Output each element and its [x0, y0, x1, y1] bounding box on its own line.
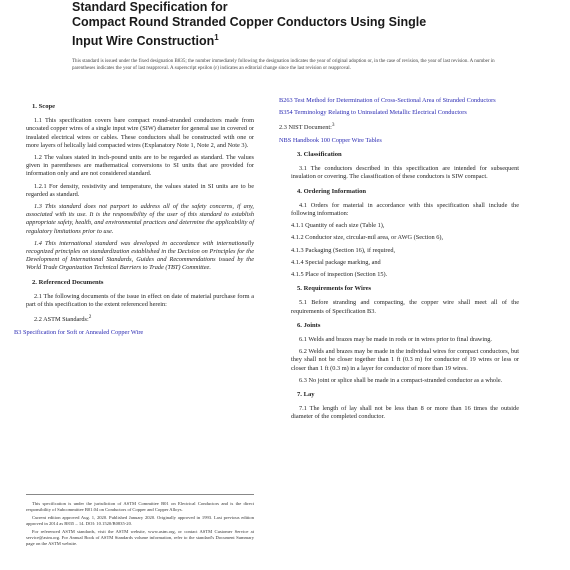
right-column: [279, 97, 519, 426]
section-heading-lay: 7. Lay: [297, 390, 315, 398]
paragraph-6-3: 6.3 No joint or splice shall be made in a compact-stranded conductor as a whole.: [299, 376, 503, 384]
reference-b354[interactable]: [279, 109, 519, 117]
title-line-1: Standard Specification for: [72, 0, 228, 14]
title-line-3: Input Wire Construction$^1$: [72, 33, 219, 49]
reference-b3-title[interactable]: Specification for Soft or Annealed Copper Wire: [22, 328, 144, 336]
reference-b3-code[interactable]: B3: [14, 328, 22, 336]
paragraph-1-2-1: 1.2.1 For density, resistivity and temperature, the values stated in SI units are to be regarded as standard.: [26, 182, 254, 198]
title-footnote-marker: 1: [214, 33, 219, 42]
list-item-4-1-5: 4.1.5 Place of inspection (Section 15).: [291, 270, 388, 278]
footnote-1-edition: Current edition approved Aug. 1, 2020. Published January 2020. Originally approved in 1993. Last previous edition approved in 2014 as B835 – 14. DOI: 10.1520/B0835-20.: [26, 515, 254, 526]
footnote-1: This specification is under the jurisdiction of ASTM Committee B01 on Electrical Conductors and is the direct responsibility of Subcommittee B01.04 on Conductors of Copper and Copper Alloys.: [26, 501, 254, 512]
paragraph-1-4: 1.4 This international standard was developed in accordance with internationally recognized principles on standardization established in the Decision on Principles for the Development of International Standards, Guides and Recommendations issued by the World Trade Organization Technical Barriers to Trade (TBT) Committee.: [26, 239, 254, 272]
paragraph-2-2: 2.2 ASTM Standards:$^2$: [34, 314, 92, 324]
footnotes: [26, 494, 254, 549]
reference-b354-title[interactable]: Terminology Relating to Uninsulated Metallic Electrical Conductors: [294, 109, 467, 117]
paragraph-1-3: 1.3 This standard does not purport to address all of the safety concerns, if any, associated with its use. It is the responsibility of the user of this standard to establish appropriate safety, health, and environmental practices and determine the applicability of regulatory limitations prior to use.: [26, 203, 254, 235]
left-column: [14, 97, 254, 341]
reference-b263-title[interactable]: Test Method for Determination of Cross-Sectional Area of Stranded Conductors: [294, 97, 496, 104]
footnote-marker-2: 2: [88, 314, 92, 321]
reference-b354-code[interactable]: B354: [279, 109, 293, 117]
section-heading-requirements-for-wires: 5. Requirements for Wires: [297, 285, 372, 293]
paragraph-6-1: 6.1 Welds and brazes may be made in rods or in wires prior to final drawing.: [299, 335, 492, 343]
reference-nbs-handbook-title[interactable]: NBS Handbook 100 Copper Wire Tables: [279, 136, 382, 144]
paragraph-5-1: 5.1 Before stranding and compacting, the copper wire shall meet all of the requirements of Specification B3.: [291, 299, 519, 315]
designation-note: This standard is issued under the fixed designation B835; the number immediately following the designation indicates the year of original adoption or, in the case of revision, the year of last revision. A number in parentheses indicates the year of last reapproval. A superscript epsilon (ε) indicates an editorial change since the last revision or reapproval.: [72, 59, 495, 71]
paragraph-3-1: 3.1 The conductors described in this specification are intended for subsequent insulation or covering. The classification of these conductors is SIW compact.: [291, 165, 519, 181]
footnote-2: For referenced ASTM standards, visit the ASTM website, www.astm.org, or contact ASTM Customer Service at service@astm.org. For Annual Book of ASTM Standards volume information, refer to the standard's Document Summary page on the ASTM website.: [26, 529, 254, 546]
paragraph-6-2: 6.2 Welds and brazes may be made in the individual wires for compact conductors, but they shall not be closer together than 1 ft (0.3 m) for conductor of 19 wires or less or closer than 1 ft (0.3 m) in a layer for conductor of more than 19 wires.: [291, 348, 519, 372]
list-item-4-1-1: 4.1.1 Quantity of each size (Table 1),: [291, 222, 385, 230]
list-item-4-1-4: 4.1.4 Special package marking, and: [291, 258, 381, 266]
paragraph-1-1: 1.1 This specification covers bare compact round-stranded conductors made from uncoated copper wires of a single input wire (SIW) diameter for general use in covered or insulated electrical wires or cables. These conductors shall be constructed with one or more layers of helically laid compacted wires (Explanatory Note 1, Note 2, and Note 3).: [26, 117, 254, 149]
list-item-4-1-2: 4.1.2 Conductor size, circular-mil area, or AWG (Section 6),: [291, 234, 444, 242]
reference-b263-code[interactable]: B263: [279, 97, 293, 104]
paragraph-7-1: 7.1 The length of lay shall not be less than 8 or more than 16 times the outside diameter of the completed conductor.: [291, 405, 519, 421]
document-title: [72, 0, 512, 49]
section-heading-classification: 3. Classification: [297, 150, 342, 158]
section-heading-ordering-information: 4. Ordering Information: [297, 187, 367, 195]
paragraph-1-2: 1.2 The values stated in inch-pound units are to be regarded as standard. The values given in parentheses are mathematical conversions to SI units that are provided for information only and are not considered standard.: [26, 154, 254, 178]
reference-b3[interactable]: [14, 328, 254, 337]
paragraph-2-3: 2.3 NIST Document:$^3$: [279, 122, 335, 132]
paragraph-2-1: 2.1 The following documents of the issue in effect on date of material purchase form a part of this specification to the extent referenced herein:: [26, 292, 254, 309]
paragraph-4-1: 4.1 Orders for material in accordance with this specification shall include the following information:: [291, 201, 519, 217]
section-heading-joints: 6. Joints: [297, 321, 321, 329]
footnote-marker-3: 3: [331, 122, 335, 129]
title-line-2: Compact Round Stranded Copper Conductors Using Single: [72, 15, 427, 29]
section-heading-referenced-documents: 2. Referenced Documents: [32, 278, 104, 286]
section-heading-scope: 1. Scope: [32, 103, 56, 110]
reference-b263[interactable]: [279, 97, 519, 105]
reference-nbs-handbook[interactable]: [279, 136, 519, 145]
list-item-4-1-3: 4.1.3 Packaging (Section 16), if required,: [291, 246, 396, 254]
